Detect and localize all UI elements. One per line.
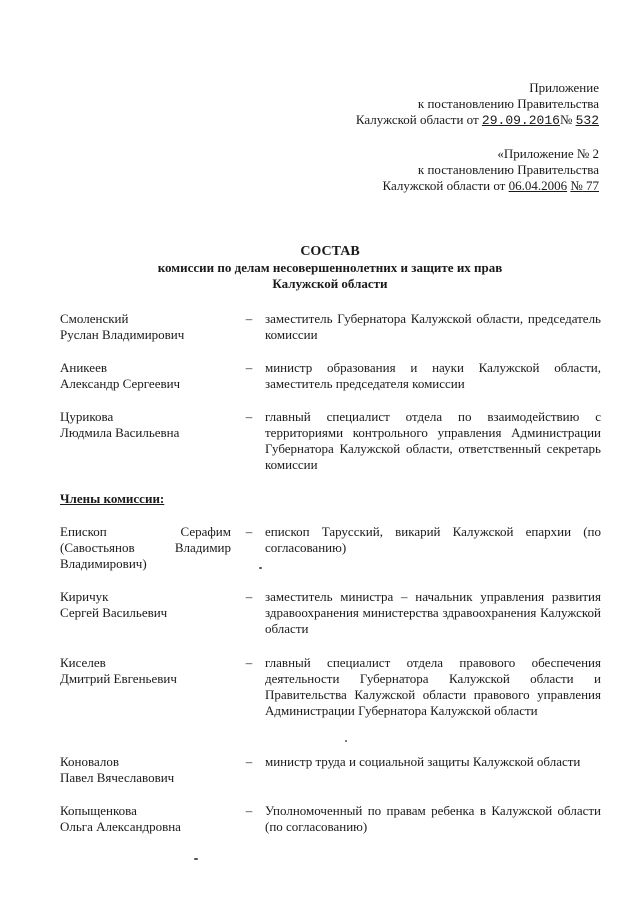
member-surname: Цурикова	[60, 409, 114, 424]
member-surname: Смоленский	[60, 311, 129, 326]
member-given-names: Руслан Владимирович	[60, 327, 185, 342]
original-appendix-number-block	[570, 178, 599, 193]
scan-speck	[259, 567, 262, 569]
member-given-names: Александр Сергеевич	[60, 376, 181, 391]
member-position: заместитель министра – начальник управления развития здравоохранения министерства здравоохранения Калужской области	[265, 589, 601, 636]
member-position: заместитель Губернатора Калужской области, председатель комиссии	[265, 311, 601, 342]
member-name-line: Копыщенкова	[60, 803, 137, 818]
member-given-names: Людмила Васильевна	[60, 425, 180, 440]
member-name-line: Киричук	[60, 589, 109, 604]
title-line-1: СОСТАВ	[300, 244, 360, 259]
dash-separator: –	[245, 360, 253, 375]
member-position: министр образования и науки Калужской области, заместитель председателя комиссии	[265, 360, 601, 391]
members-section-heading: Члены комиссии:	[60, 491, 165, 506]
member-name	[60, 524, 231, 572]
member-name	[60, 589, 231, 621]
dash-separator: –	[245, 589, 253, 604]
original-appendix-line-3	[383, 178, 599, 194]
appendix-header	[356, 80, 599, 129]
original-appendix-number-sign: №	[570, 178, 583, 193]
dash-separator: –	[245, 409, 253, 424]
member-name-line: Киселев	[60, 655, 106, 670]
member-name-line: Павел Вячеславович	[60, 770, 175, 785]
member-position: главный специалист отдела правового обеспечения деятельности Губернатора Калужской области и Правительства Калужской области правового управления Администрации Губернатора Калужской области	[265, 655, 601, 718]
member-name-line: Сергей Васильевич	[60, 605, 168, 620]
appendix-number-sign: №	[559, 112, 573, 127]
appendix-date: 29.09.2016	[481, 113, 560, 128]
member-position: главный специалист отдела по взаимодействию с территориями контрольного управления Администрации Губернатора Калужской области, ответственный секретарь комиссии	[265, 409, 601, 472]
member-name	[60, 409, 231, 441]
original-appendix-number: 77	[586, 178, 599, 193]
member-name-line: Владимирович)	[60, 556, 147, 571]
member-name	[60, 754, 231, 786]
member-position: Уполномоченный по правам ребенка в Калужской области (по согласованию)	[265, 803, 601, 834]
member-name	[60, 803, 231, 835]
member-name	[60, 655, 231, 687]
original-appendix-line-2: к постановлению Правительства	[417, 162, 599, 177]
dash-separator: –	[245, 311, 253, 326]
member-name-line: Коновалов	[60, 754, 119, 769]
appendix-number: 532	[575, 113, 599, 128]
dash-separator: –	[245, 524, 253, 539]
member-name	[60, 311, 231, 343]
member-position: епископ Тарусский, викарий Калужской епархии (по согласованию)	[265, 524, 601, 555]
scan-speck	[345, 740, 347, 742]
dash-separator: –	[245, 803, 253, 818]
member-name-line: Ольга Александровна	[60, 819, 181, 834]
member-name-line: Дмитрий Евгеньевич	[60, 671, 177, 686]
dash-separator: –	[245, 655, 253, 670]
original-appendix-header	[383, 146, 599, 194]
member-name-line: Епископ Серафим	[60, 524, 231, 539]
appendix-date-prefix: Калужской области от	[355, 112, 479, 127]
original-appendix-date-prefix: Калужской области от	[382, 178, 506, 193]
member-name	[60, 360, 231, 392]
member-name-line: (Савостьянов Владимир	[60, 540, 231, 555]
appendix-line-1: Приложение	[529, 80, 599, 95]
title-line-2: комиссии по делам несовершеннолетних и защите их прав	[157, 260, 503, 275]
original-appendix-date: 06.04.2006	[508, 178, 568, 193]
document-title	[60, 243, 600, 292]
original-appendix-line-1: «Приложение № 2	[497, 146, 599, 161]
appendix-line-2: к постановлению Правительства	[417, 96, 599, 111]
member-position: министр труда и социальной защиты Калужской области	[265, 754, 581, 769]
title-line-3: Калужской области	[272, 276, 388, 291]
dash-separator: –	[245, 754, 253, 769]
scan-speck	[194, 858, 198, 860]
appendix-line-3	[356, 112, 599, 129]
member-surname: Аникеев	[60, 360, 107, 375]
